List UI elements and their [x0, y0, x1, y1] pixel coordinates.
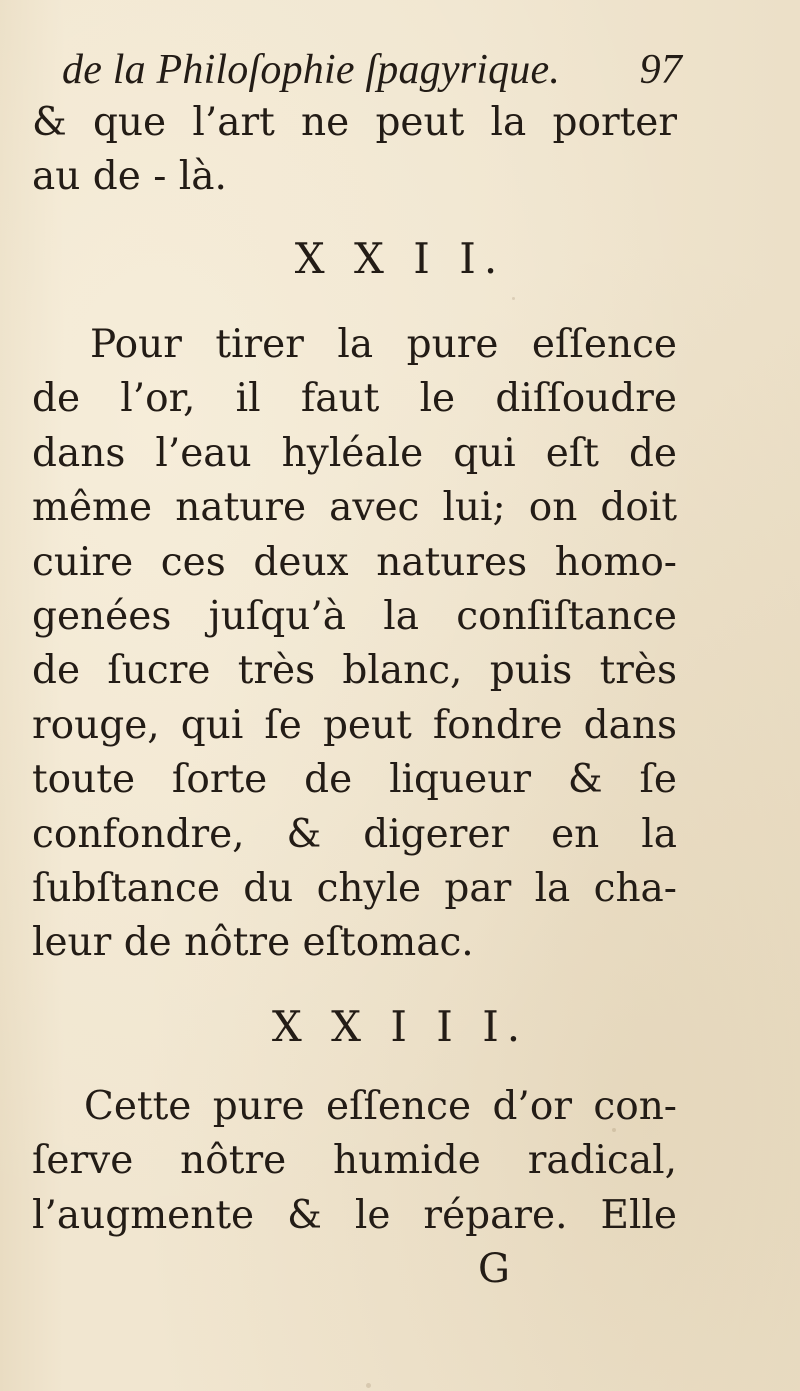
text-line: Cette pure eſſence d’or con- — [84, 1084, 677, 1129]
text-line: toute ſorte de liqueur & ſe — [32, 757, 677, 803]
text-line: de l’or, il faut le diſſoudre — [32, 376, 677, 422]
text-line: ſubſtance du chyle par la cha- — [32, 865, 677, 911]
text-line: ſerve nôtre humide radical, — [32, 1138, 677, 1184]
running-header — [62, 44, 682, 96]
text-line: même nature avec lui; on doit — [32, 485, 677, 531]
page-number: 97 — [639, 47, 682, 93]
text-line: & que l’art ne peut la porter — [32, 100, 677, 145]
paper-stain — [366, 1383, 371, 1388]
section-number: X X I I I. — [271, 1002, 529, 1051]
text-line: au de - là. — [32, 154, 227, 200]
section-number: X X I I. — [294, 234, 506, 283]
text-line: l’augmente & le répare. Elle — [32, 1192, 677, 1238]
text-line: rouge, qui ſe peut fondre dans — [32, 702, 677, 748]
text-line: dans l’eau hyléale qui eſt de — [32, 430, 677, 476]
text-line: confondre, & digerer en la — [32, 811, 677, 857]
section-text — [32, 1080, 677, 1243]
text-line: leur de nôtre eſtomac. — [32, 920, 474, 966]
text-line: Pour tirer la pure eſſence — [90, 322, 677, 367]
signature-mark: G — [478, 1246, 510, 1292]
text-line: cuire ces deux natures homo- — [32, 539, 677, 585]
section-text — [32, 318, 677, 971]
running-title: de la Philoſophie ſpagyrique. — [62, 47, 561, 93]
page-text — [32, 96, 677, 205]
paper-stain — [512, 297, 515, 300]
text-line: de ſucre très blanc, puis très — [32, 648, 677, 694]
text-line: genées juſqu’à la conſiſtance — [32, 593, 677, 639]
